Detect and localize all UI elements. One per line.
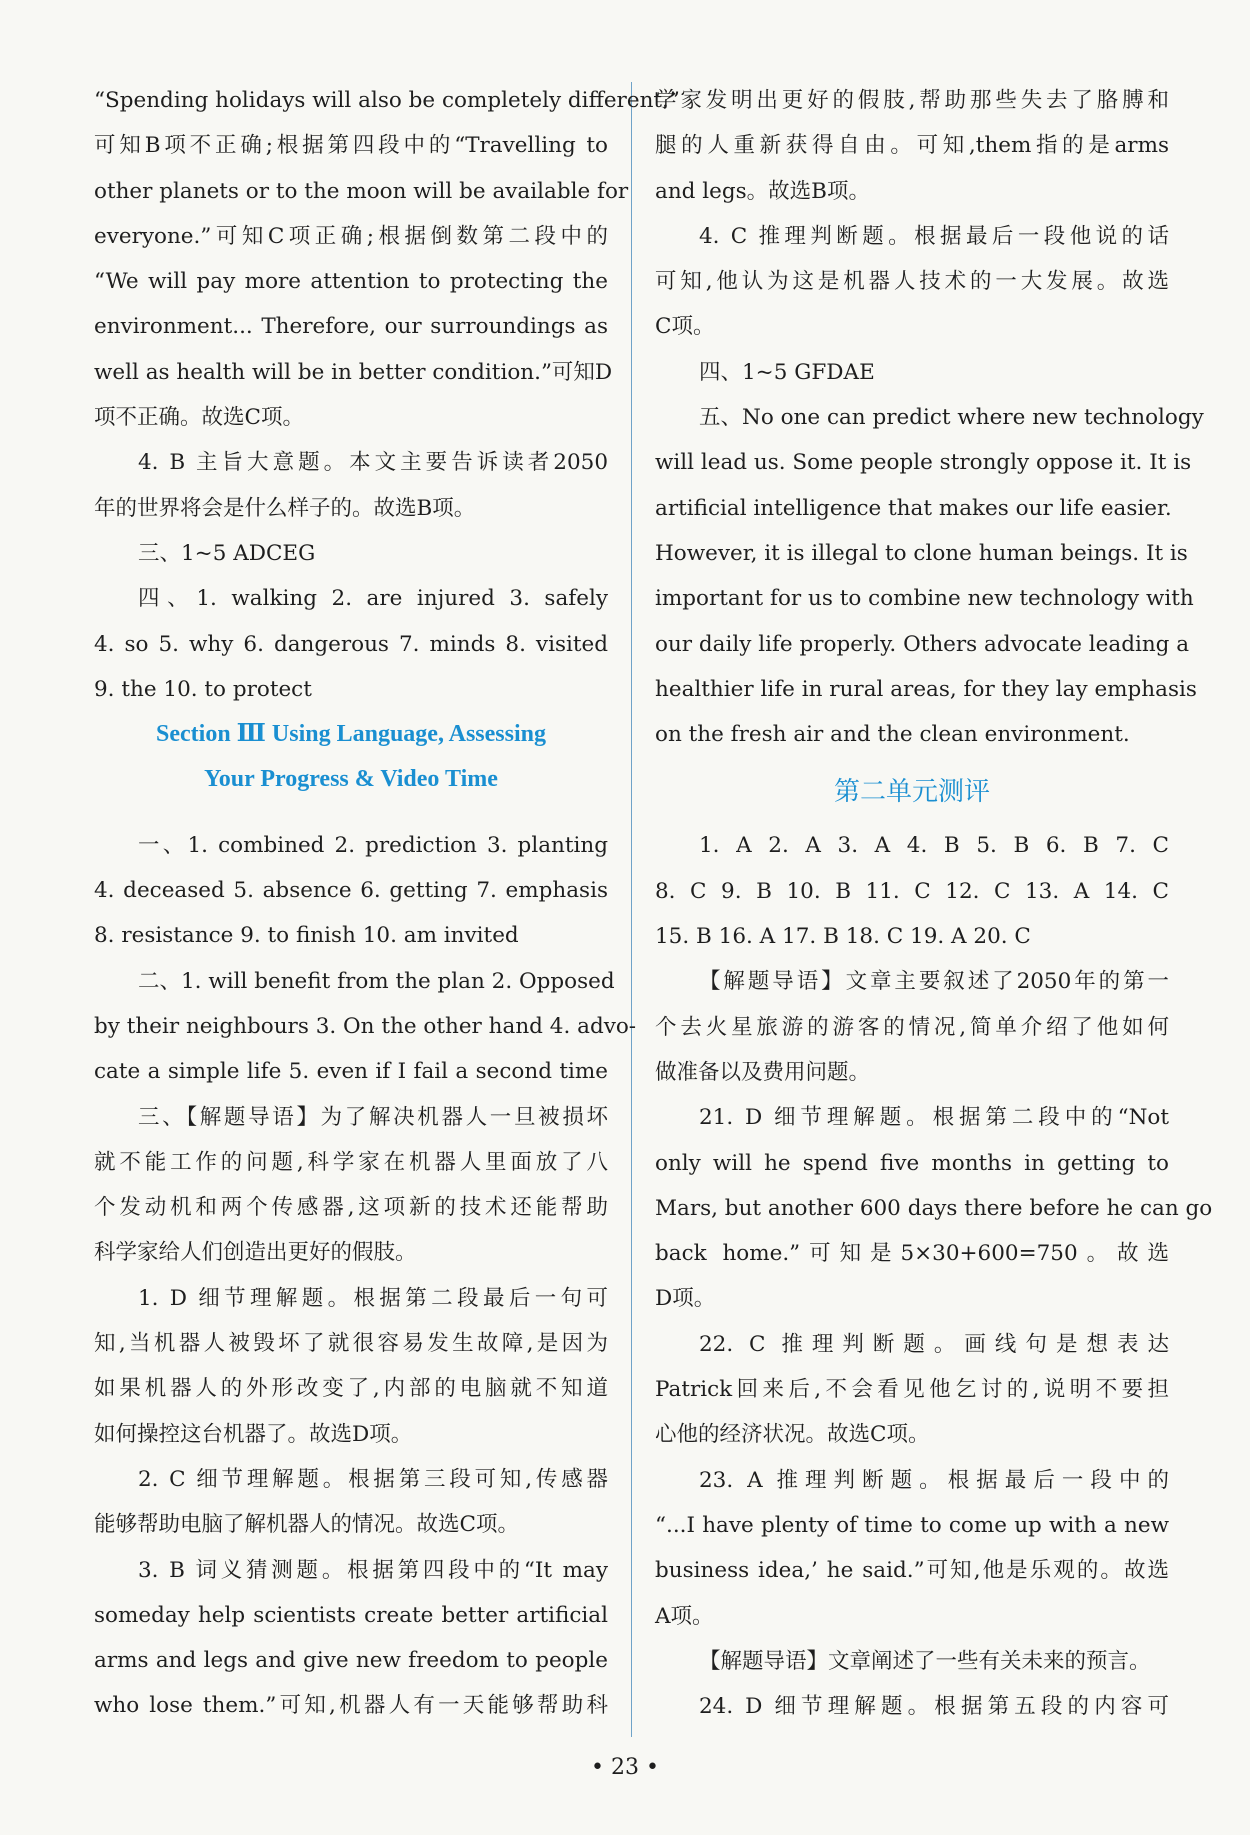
text-line: 个发动机和两个传感器,这项新的技术还能帮助 — [94, 1195, 608, 1221]
answer-line: 1. A 2. A 3. A 4. B 5. B 6. B 7. C — [699, 833, 1169, 859]
text-line: 能够帮助电脑了解机器人的情况。故选C项。 — [94, 1512, 519, 1538]
right-column — [655, 78, 1213, 1729]
text-line: only will he spend five months in getting to — [655, 1150, 1169, 1176]
answer-line: 21. D 细节理解题。根据第二段中的“Not — [699, 1105, 1169, 1131]
text-line: Patrick回来后,不会看见他乞讨的,说明不要担 — [655, 1377, 1169, 1403]
text-line: artificial intelligence that makes our life easier. — [655, 495, 1172, 521]
text-line: C项。 — [655, 314, 715, 340]
text-line: “Spending holidays will also be completely different.” — [94, 88, 680, 113]
answer-line: 四、1. walking 2. are injured 3. safely — [138, 586, 608, 612]
text-line: back home.”可知是5×30+600=750。故选 — [655, 1241, 1169, 1267]
text-line: 心他的经济状况。故选C项。 — [655, 1422, 930, 1448]
text-line: well as health will be in better condition.”可知D — [94, 359, 613, 385]
answer-line: 4. so 5. why 6. dangerous 7. minds 8. visited — [94, 631, 608, 657]
text-line: 可知,他认为这是机器人技术的一大发展。故选 — [655, 269, 1169, 295]
text-line: will lead us. Some people strongly oppose it. It is — [655, 450, 1192, 476]
text-line: 如何操控这台机器了。故选D项。 — [94, 1421, 413, 1447]
text-line: healthier life in rural areas, for they lay emphasis — [655, 676, 1197, 702]
section-heading: Your Progress & Video Time — [204, 766, 498, 793]
answer-line: 4. deceased 5. absence 6. getting 7. emphasis — [94, 878, 608, 904]
text-line: Mars, but another 600 days there before he can go — [655, 1195, 1213, 1221]
answer-line: 8. resistance 9. to finish 10. am invited — [94, 923, 519, 949]
answer-line: 22. C 推理判断题。画线句是想表达 — [699, 1331, 1169, 1357]
answer-line: 9. the 10. to protect — [94, 676, 312, 702]
text-line: D项。 — [655, 1286, 716, 1312]
unit-heading: 第二单元测评 — [833, 777, 990, 808]
answer-line: 四、1~5 GFDAE — [699, 359, 875, 385]
text-line: 科学家给人们创造出更好的假肢。 — [94, 1240, 417, 1266]
text-line: on the fresh air and the clean environment. — [655, 722, 1130, 748]
answer-line: 1. D 细节理解题。根据第二段最后一句可 — [138, 1285, 608, 1311]
answer-line: 3. B 词义猜测题。根据第四段中的“It may — [138, 1557, 608, 1583]
answer-line: cate a simple life 5. even if I fail a second time — [94, 1059, 608, 1085]
text-line: 五、No one can predict where new technology — [699, 405, 1204, 431]
text-line: business idea,’ he said.”可知,他是乐观的。故选 — [655, 1558, 1169, 1584]
text-line: However, it is illegal to clone human beings. It is — [655, 540, 1188, 566]
left-column — [94, 78, 680, 1729]
text-line: 可知B项不正确;根据第四段中的“Travelling to — [94, 133, 608, 159]
text-line: “...I have plenty of time to come up with a new — [655, 1512, 1169, 1538]
text-line: A项。 — [655, 1603, 714, 1629]
answer-line: 4. B 主旨大意题。本文主要告诉读者2050 — [138, 450, 608, 476]
page-number: • 23 • — [591, 1755, 659, 1780]
answer-line: 8. C 9. B 10. B 11. C 12. C 13. A 14. C — [655, 878, 1169, 904]
answer-line: 4. C 推理判断题。根据最后一段他说的话 — [699, 223, 1169, 249]
text-line: 三、【解题导语】为了解决机器人一旦被损坏 — [138, 1104, 608, 1130]
text-line: 腿的人重新获得自由。可知,them指的是arms — [655, 133, 1169, 159]
answer-line: 23. A 推理判断题。根据最后一段中的 — [699, 1467, 1169, 1493]
text-line: 学家发明出更好的假肢,帮助那些失去了胳膊和 — [655, 88, 1169, 113]
text-line: environment... Therefore, our surroundings as — [94, 314, 608, 340]
text-line: 做准备以及费用问题。 — [655, 1059, 871, 1085]
text-line: other planets or to the moon will be available for — [94, 178, 629, 204]
text-line: 年的世界将会是什么样子的。故选B项。 — [94, 495, 476, 521]
text-line: “We will pay more attention to protecting the — [94, 269, 608, 295]
answer-line: 一、1. combined 2. prediction 3. planting — [138, 832, 608, 858]
answer-line: 二、1. will benefit from the plan 2. Opposed — [138, 968, 615, 994]
text-line: 个去火星旅游的游客的情况,简单介绍了他如何 — [655, 1014, 1169, 1040]
text-line: 知,当机器人被毁坏了就很容易发生故障,是因为 — [94, 1331, 608, 1357]
answer-line: 2. C 细节理解题。根据第三段可知,传感器 — [138, 1466, 608, 1492]
answer-line: 三、1~5 ADCEG — [138, 540, 316, 566]
text-line: and legs。故选B项。 — [655, 178, 870, 204]
text-line: someday help scientists create better artificial — [94, 1602, 608, 1628]
text-line: 【解题导语】文章主要叙述了2050年的第一 — [699, 969, 1169, 995]
text-line: 项不正确。故选C项。 — [94, 405, 304, 431]
answer-line: by their neighbours 3. On the other hand 4. advo- — [94, 1013, 637, 1039]
text-line: important for us to combine new technology with — [655, 586, 1194, 612]
column-divider — [631, 82, 632, 1737]
answer-line: 15. B 16. A 17. B 18. C 19. A 20. C — [655, 924, 1031, 950]
answer-line: 24. D 细节理解题。根据第五段的内容可 — [699, 1694, 1169, 1720]
text-line: 【解题导语】文章阐述了一些有关未来的预言。 — [699, 1648, 1151, 1674]
text-line: 如果机器人的外形改变了,内部的电脑就不知道 — [94, 1376, 608, 1402]
text-line: who lose them.”可知,机器人有一天能够帮助科 — [94, 1693, 608, 1719]
text-line: everyone.”可知C项正确;根据倒数第二段中的 — [94, 223, 608, 249]
text-line: arms and legs and give new freedom to people — [94, 1648, 608, 1674]
text-line: our daily life properly. Others advocate leading a — [655, 631, 1190, 657]
text-line: 就不能工作的问题,科学家在机器人里面放了八 — [94, 1149, 608, 1175]
section-heading: Section Ⅲ Using Language, Assessing — [156, 721, 546, 748]
